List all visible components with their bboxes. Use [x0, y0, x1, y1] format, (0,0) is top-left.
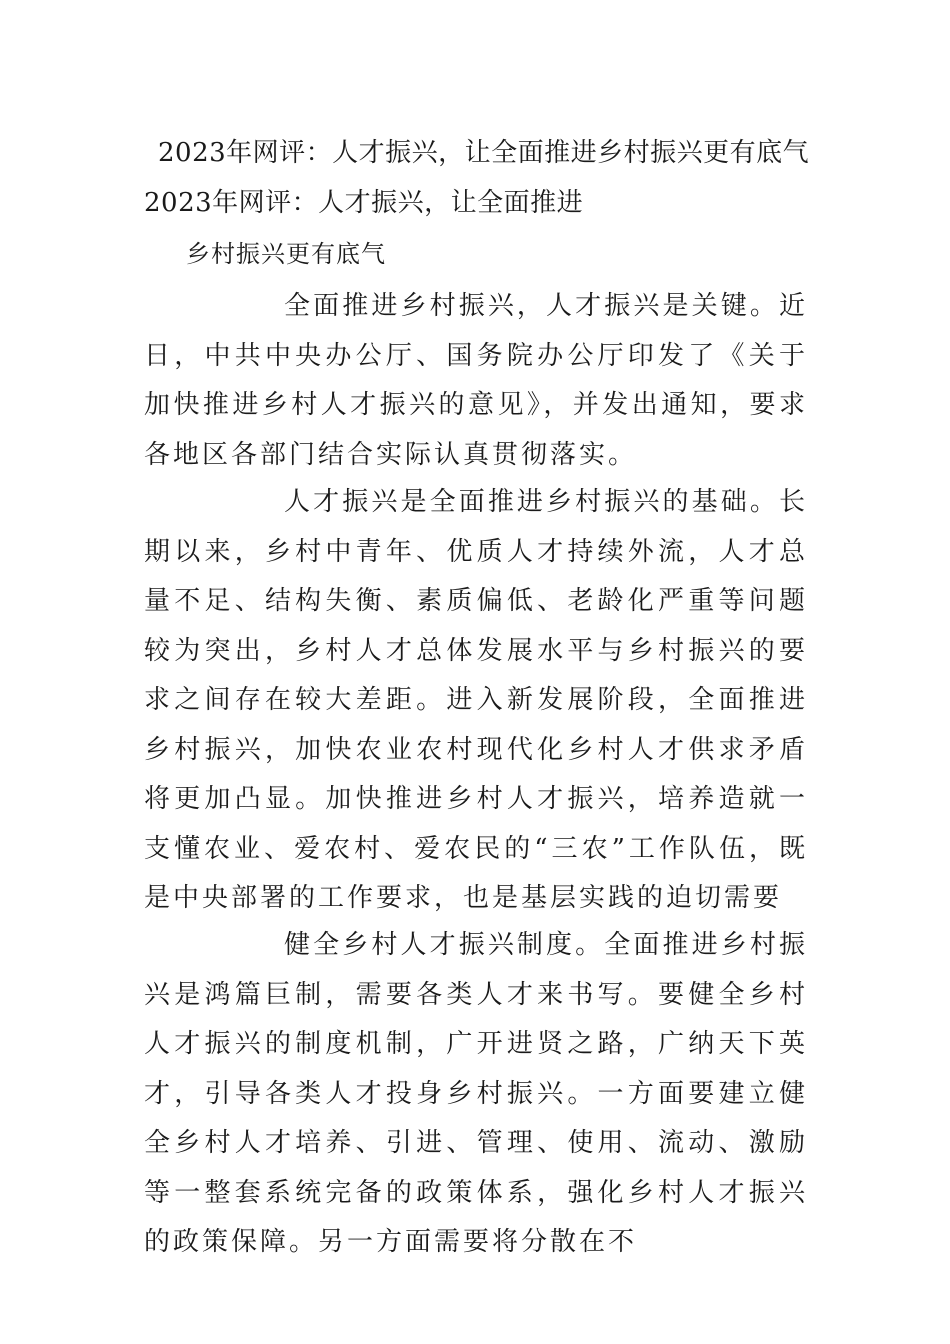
- paragraph-2: 人才振兴是全面推进乡村振兴的基础。长期以来，乡村中青年、优质人才持续外流，人才总量不足、结构失衡、素质偏低、老龄化严重等问题较为突出，乡村人才总体发展水平与乡村振兴的要求之间存在较大差距。进入新发展阶段，全面推进乡村振兴，加快农业农村现代化乡村人才供求矛盾将更加凸显。加快推进乡村人才振兴，培养造就一支懂农业、爱农村、爱农民的“三农”工作队伍，既是中央部署的工作要求，也是基层实践的迫切需要: [144, 487, 808, 913]
- title-line-2: 2023年网评：人才振兴，让全面推进: [144, 188, 584, 218]
- title-line-1: 2023年网评：人才振兴，让全面推进乡村振兴更有底气: [158, 138, 810, 168]
- title-line-3: 乡村振兴更有底气: [186, 240, 386, 268]
- paragraph-3: 健全乡村人才振兴制度。全面推进乡村振兴是鸿篇巨制，需要各类人才来书写。要健全乡村人才振兴的制度机制，广开进贤之路，广纳天下英才，引导各类人才投身乡村振兴。一方面要建立健全乡村人才培养、引进、管理、使用、流动、激励等一整套系统完备的政策体系，强化乡村人才振兴的政策保障。另一方面需要将分散在不: [144, 930, 808, 1257]
- paragraph-1: 全面推进乡村振兴，人才振兴是关键。近日，中共中央办公厅、国务院办公厅印发了《关于加快推进乡村人才振兴的意见》，并发出通知，要求各地区各部门结合实际认真贯彻落实。: [144, 291, 808, 470]
